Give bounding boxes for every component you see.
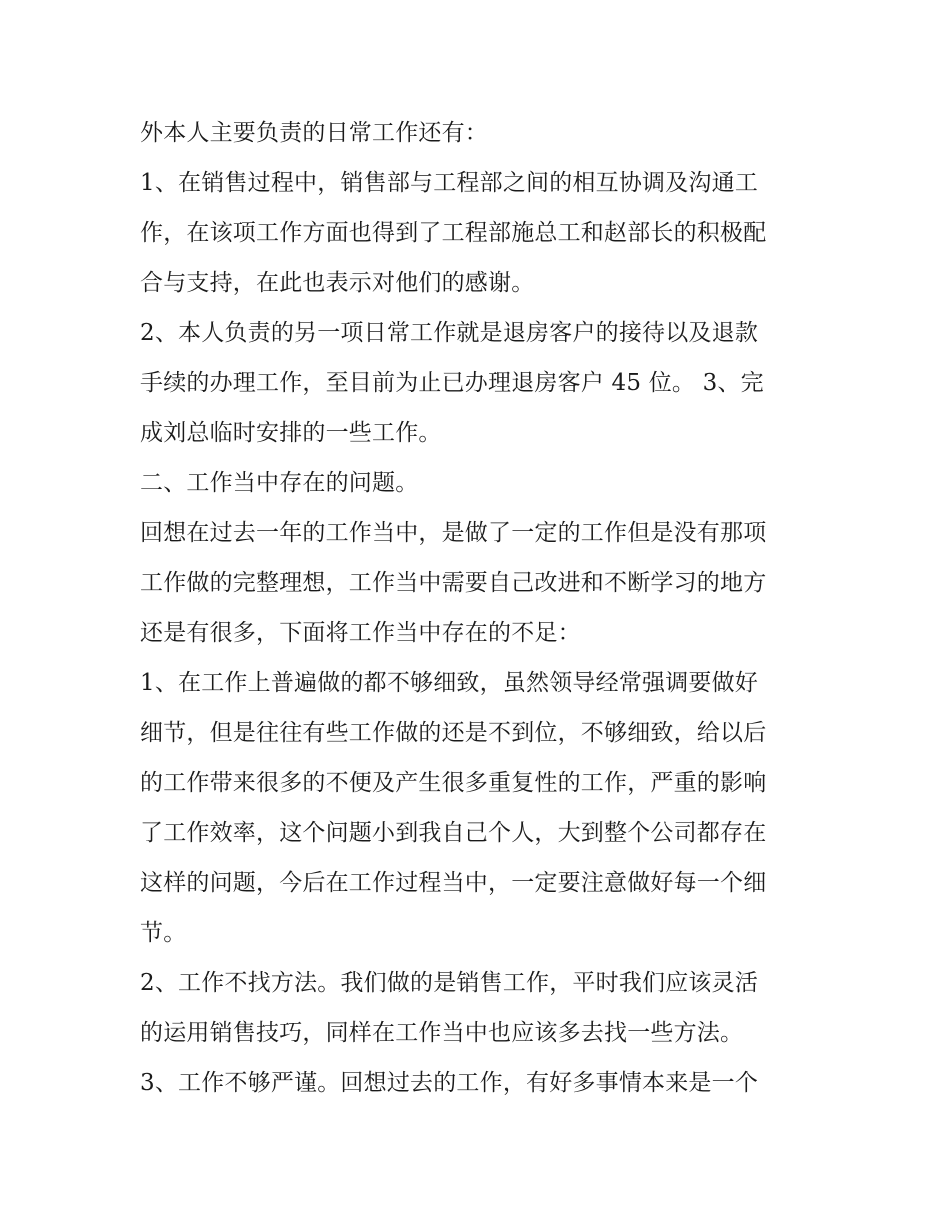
text-line: 的工作带来很多的不便及产生很多重复性的工作，严重的影响: [140, 770, 767, 796]
text-line: 手续的办理工作，至目前为止已办理退房客户 45 位。 3、完: [140, 370, 764, 396]
text-line: 成刘总临时安排的一些工作。: [140, 420, 442, 446]
text-line: 节。: [140, 920, 187, 946]
text-line: 1、在工作上普遍做的都不够细致，虽然领导经常强调要做好: [140, 670, 759, 696]
text-line: 了工作效率，这个问题小到我自己个人，大到整个公司都存在: [140, 820, 767, 846]
text-line: 工作做的完整理想，工作当中需要自己改进和不断学习的地方: [140, 570, 767, 596]
text-line: 2、工作不找方法。我们做的是销售工作，平时我们应该灵活: [140, 970, 759, 996]
text-line: 这样的问题，今后在工作过程当中，一定要注意做好每一个细: [140, 870, 767, 896]
section-heading: 二、工作当中存在的问题。: [140, 470, 419, 496]
text-line: 的运用销售技巧，同样在工作当中也应该多去找一些方法。: [140, 1020, 744, 1046]
text-line: 细节，但是往往有些工作做的还是不到位，不够细致，给以后: [140, 720, 767, 746]
text-line: 还是有很多，下面将工作当中存在的不足：: [140, 620, 581, 646]
text-line: 作，在该项工作方面也得到了工程部施总工和赵部长的积极配: [140, 220, 767, 246]
text-line: 3、工作不够严谨。回想过去的工作，有好多事情本来是一个: [140, 1070, 759, 1096]
text-line: 外本人主要负责的日常工作还有：: [140, 120, 488, 146]
text-line: 回想在过去一年的工作当中，是做了一定的工作但是没有那项: [140, 520, 767, 546]
text-line: 合与支持，在此也表示对他们的感谢。: [140, 270, 535, 296]
text-line: 1、在销售过程中，销售部与工程部之间的相互协调及沟通工: [140, 170, 759, 196]
text-line: 2、本人负责的另一项日常工作就是退房客户的接待以及退款: [140, 320, 759, 346]
